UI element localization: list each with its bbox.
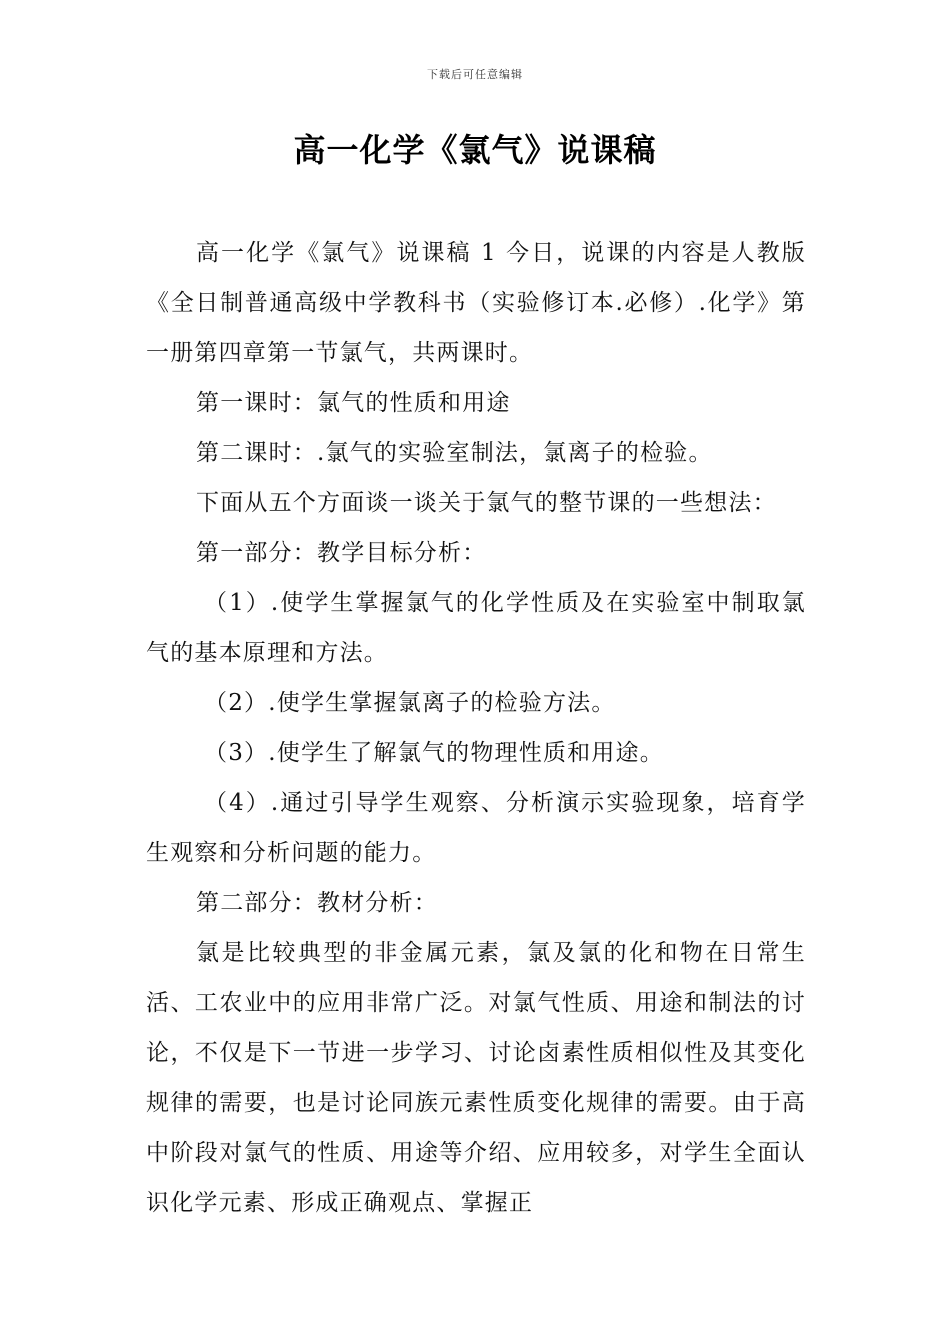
objective-item-2: （2）.使学生掌握氯离子的检验方法。	[204, 690, 616, 716]
paragraph-intro: 高一化学《氯气》说课稿 1 今日，说课的内容是人教版《全日制普通高级中学教科书（实验修订本.必修）.化学》第一册第四章第一节氯气，共两课时。	[146, 240, 806, 366]
paragraph-lesson-two: 第二课时：.氯气的实验室制法，氯离子的检验。	[196, 440, 713, 466]
section-heading-part-two: 第二部分：教材分析：	[196, 890, 438, 916]
paragraph-lesson-one: 第一课时：氯气的性质和用途	[196, 390, 511, 416]
objective-item-4: （4）.通过引导学生观察、分析演示实验现象，培育学生观察和分析问题的能力。	[146, 790, 806, 866]
header-note: 下载后可任意编辑	[427, 68, 523, 81]
paragraph-overview: 下面从五个方面谈一谈关于氯气的整节课的一些想法：	[196, 490, 777, 516]
document-body	[146, 228, 806, 1228]
section-heading-part-one: 第一部分：教学目标分析：	[196, 540, 487, 566]
paragraph-textbook-analysis: 氯是比较典型的非金属元素，氯及氯的化和物在日常生活、工农业中的应用非常广泛。对氯气性质、用途和制法的讨论，不仅是下一节进一步学习、讨论卤素性质相似性及其变化规律的需要，也是讨论同族元素性质变化规律的需要。由于高中阶段对氯气的性质、用途等介绍、应用较多，对学生全面认识化学元素、形成正确观点、掌握正	[146, 940, 806, 1216]
objective-item-1: （1）.使学生掌握氯气的化学性质及在实验室中制取氯气的基本原理和方法。	[146, 590, 806, 666]
objective-item-3: （3）.使学生了解氯气的物理性质和用途。	[204, 740, 664, 766]
document-title: 高一化学《氯气》说课稿	[293, 131, 657, 169]
